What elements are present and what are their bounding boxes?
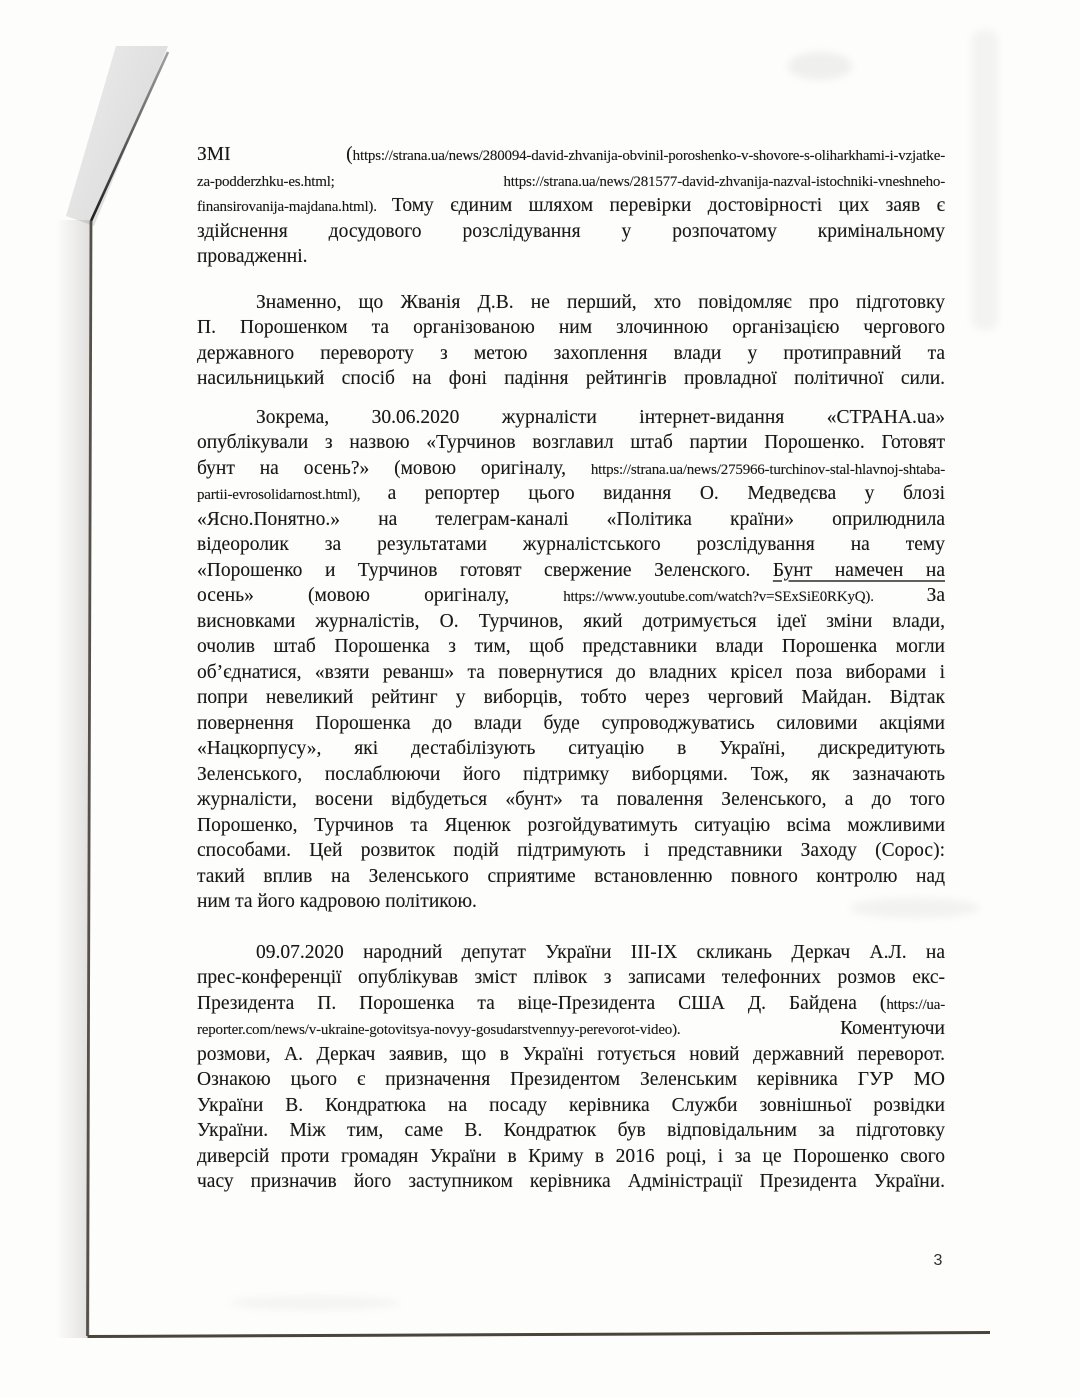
- body-text: ним та його кадровою політикою.: [197, 891, 477, 912]
- url-text: reporter.com/news/v-ukraine-gotovitsya-novyy-gosudarstvennyy-perevorot-video).: [197, 1022, 841, 1038]
- body-text: Порошенко, Турчинов та Яценюк розгойдуватимуть ситуацію всіма можливими: [197, 814, 945, 836]
- body-text: здійснення досудового розслідування у розпочатому кримінальному: [197, 220, 945, 242]
- body-text: об’єднатися, «взяти реванш» та повернутися до владних крісел поза виборами і: [197, 661, 945, 683]
- text-line: [197, 1144, 945, 1170]
- text-line: [197, 405, 945, 431]
- body-text: прес-конференції опублікував зміст плівок з записами телефонних розмов екс-: [197, 967, 945, 988]
- text-line: [197, 430, 945, 456]
- body-text: висновками журналістів, О. Турчинов, який дотримується ідеї зміни влади,: [197, 610, 945, 632]
- text-line: [197, 583, 945, 609]
- text-line: [197, 1169, 945, 1195]
- body-text: насильницький спосіб на фоні падіння рейтингів провладної політичної сили.: [197, 368, 945, 389]
- text-line: [197, 366, 945, 392]
- body-text: бунт на осень?» (мовою оригіналу,: [197, 457, 591, 479]
- text-line: [197, 193, 945, 219]
- text-line: [197, 965, 945, 991]
- text-line: [197, 609, 945, 635]
- body-text: Тому єдиним шляхом перевірки достовірності цих заяв є: [391, 195, 945, 216]
- text-line: [197, 341, 945, 367]
- text-line: [197, 660, 945, 686]
- body-text: «Порошенко и Турчинов готовят свержение Зеленского.: [197, 559, 773, 581]
- text-line: [197, 219, 945, 245]
- text-line: [197, 685, 945, 711]
- body-text: «Ясно.Понятно.» на телеграм-каналі «Політика країни» оприлюднила: [197, 508, 945, 530]
- url-text: https://strana.ua/news/280094-david-zhvanija-obvinil-poroshenko-v-shovore-s-oliharkhami-i-vzjatke-: [352, 148, 945, 164]
- text-line: [197, 634, 945, 660]
- text-line: [197, 864, 945, 890]
- body-text: Коментуючи: [840, 1018, 945, 1039]
- text-line: [197, 736, 945, 762]
- paragraph: [197, 290, 945, 392]
- body-text: а репортер цього видання О. Медведєва у блозі: [387, 483, 945, 504]
- body-text: часу призначив його заступником керівника Адміністрації Президента України.: [197, 1171, 945, 1192]
- text-line: [197, 1093, 945, 1119]
- body-text: «Нацкорпусу», які дестабілізують ситуацію в Україні, дискредитують: [197, 738, 945, 759]
- body-text: провадженні.: [197, 246, 308, 267]
- body-text: такий вплив на Зеленського сприятиме встановленню повного контролю над: [197, 865, 945, 887]
- body-text: повернення Порошенка до влади буде супроводжуватись силовими акціями: [197, 712, 945, 734]
- body-text: осень» (мовою оригіналу,: [197, 585, 564, 606]
- text-line: [197, 315, 945, 341]
- text-line: [197, 168, 945, 194]
- body-text: відеоролик за результатами журналістського розслідування на тему: [197, 534, 945, 555]
- body-text: Зокрема, 30.06.2020 журналісти інтернет-видання «СТРАНА.ua»: [256, 406, 945, 428]
- text-line: [197, 991, 945, 1017]
- text-line: [197, 558, 945, 584]
- text-line: [197, 244, 945, 270]
- text-line: [197, 532, 945, 558]
- body-text: журналісти, восени відбудеться «бунт» та повалення Зеленського, а до того: [197, 789, 945, 810]
- text-line: [197, 1042, 945, 1068]
- paragraph: [197, 142, 945, 270]
- body-text: Бунт намечен на: [772, 559, 945, 581]
- text-line: [197, 787, 945, 813]
- text-line: [197, 940, 945, 966]
- body-text: Президента П. Порошенка та віце-Президента США Д. Байдена (: [197, 992, 887, 1014]
- body-text: розмови, А. Деркач заявив, що в Україні готується новий державний переворот.: [197, 1043, 945, 1065]
- url-text: za-podderzhku-es.html;: [197, 173, 504, 190]
- text-line: [197, 889, 945, 915]
- url-text: finansirovanija-majdana.html).: [197, 199, 392, 215]
- paragraph: [197, 405, 945, 915]
- text-line: [197, 1016, 945, 1042]
- document-text: [197, 142, 945, 1195]
- body-text: Ознакою цього є призначення Президентом Зеленським керівника ГУР МО: [197, 1069, 945, 1090]
- text-line: [197, 481, 945, 507]
- url-text: https://www.youtube.com/watch?v=SExSiE0RKyQ).: [563, 589, 927, 605]
- body-text: державного перевороту з метою захоплення влади у протиправний та: [197, 342, 945, 364]
- url-text: https://ua-: [886, 996, 945, 1013]
- paragraph: [197, 940, 945, 1195]
- body-text: очолив штаб Порошенка з тим, щоб представники влади Порошенка могли: [197, 636, 945, 657]
- body-text: Знаменно, що Жванія Д.В. не перший, хто повідомляє про підготовку: [256, 291, 945, 313]
- body-text: П. Порошенком та організованою ним злочинною організацією чергового: [197, 317, 945, 338]
- body-text: України В. Кондратюка на посаду керівника Служби зовнішньої розвідки: [197, 1094, 945, 1116]
- page-number: 3: [933, 1252, 943, 1269]
- url-text: https://strana.ua/news/281577-david-zhvanija-nazval-istochniki-vneshneho-: [503, 173, 945, 190]
- body-text: опублікували з назвою «Турчинов возглавил штаб партии Порошенко. Готовят: [197, 432, 945, 453]
- body-text: Зеленського, послаблюючи його підтримку виборцями. Тож, як зазначають: [197, 763, 945, 785]
- page-fold-line: [91, 52, 168, 221]
- url-text: https://strana.ua/news/275966-turchinov-stal-hlavnoj-shtaba-: [590, 461, 945, 478]
- page-left-edge-line: [88, 221, 92, 1336]
- body-text: способами. Цей розвиток подій підтримують і представники Заходу (Сорос):: [197, 840, 945, 861]
- text-line: [197, 711, 945, 737]
- page-bottom-edge-line: [88, 1333, 991, 1337]
- text-line: [197, 762, 945, 788]
- body-text: України. Між тим, саме В. Кондратюк був відповідальним за підготовку: [197, 1120, 945, 1141]
- body-text: 09.07.2020 народний депутат України III-IX скликань Деркач А.Л. на: [256, 941, 945, 963]
- body-text: За: [926, 585, 945, 606]
- text-line: [197, 456, 945, 482]
- text-line: [197, 142, 945, 168]
- body-text: попри невеликий рейтинг у виборців, тобто через черговий Майдан. Відтак: [197, 687, 945, 708]
- text-line: [197, 813, 945, 839]
- text-line: [197, 838, 945, 864]
- url-text: partii-evrosolidarnost.html),: [197, 487, 388, 503]
- text-line: [197, 1118, 945, 1144]
- text-line: [197, 507, 945, 533]
- body-text: диверсій проти громадян України в Криму в 2016 році, і за це Порошенко свого: [197, 1145, 945, 1167]
- text-line: [197, 1067, 945, 1093]
- text-line: [197, 290, 945, 316]
- body-text: ЗМІ (: [197, 144, 353, 165]
